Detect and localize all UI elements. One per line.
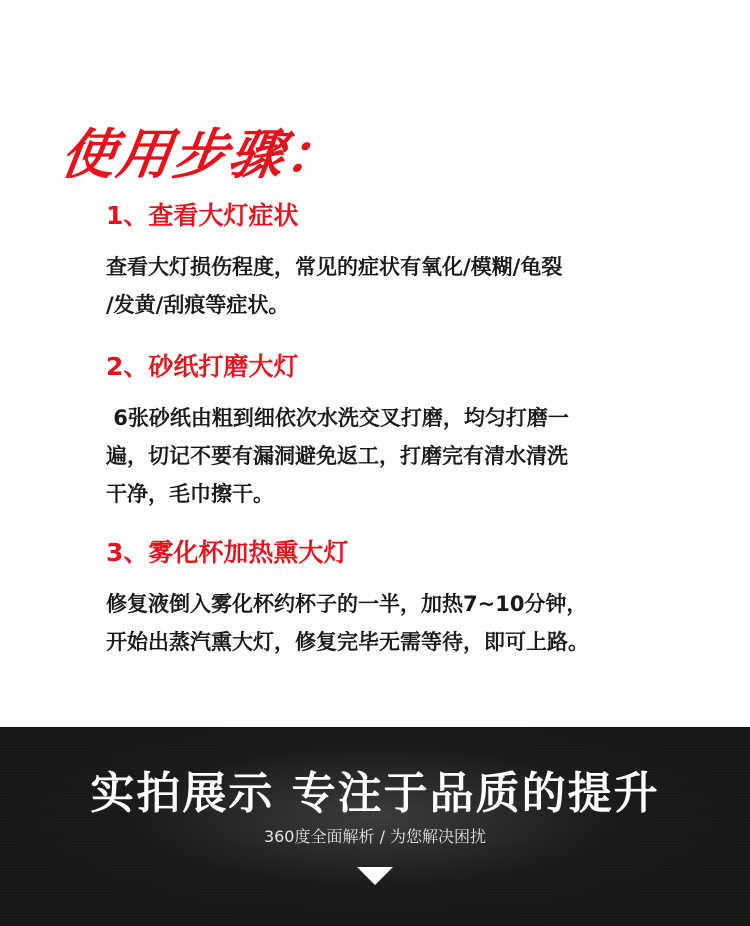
step-description-line: /发黄/刮痕等症状。 [106,293,290,317]
chevron-down-icon [357,867,393,887]
step-description-line: 遍，切记不要有漏洞避免返工，打磨完有清水清洗 [106,444,568,468]
banner-title: 实拍展示 专注于品质的提升 [90,768,660,819]
step-heading: 2、砂纸打磨大灯 [106,352,299,381]
step-description [106,399,706,513]
showcase-banner [0,727,750,926]
step-description-line: 干净，毛巾擦干。 [106,482,274,506]
step-2 [106,351,706,513]
step-description [106,585,706,661]
page-title: 使用步骤： [57,123,346,186]
step-3 [106,537,706,661]
step-1 [106,200,706,324]
step-description [106,248,706,324]
banner-subtitle: 360度全面解析 / 为您解决困扰 [263,827,487,846]
step-description-line: 6张砂纸由粗到细依次水洗交叉打磨，均匀打磨一 [106,406,569,430]
step-description-line: 查看大灯损伤程度，常见的症状有氧化/模糊/龟裂 [106,255,563,279]
step-heading: 3、雾化杯加热熏大灯 [106,538,349,567]
step-description-line: 修复液倒入雾化杯约杯子的一半，加热7~10分钟， [106,592,588,616]
step-description-line: 开始出蒸汽熏大灯，修复完毕无需等待，即可上路。 [106,630,589,654]
step-heading: 1、查看大灯症状 [106,201,299,230]
